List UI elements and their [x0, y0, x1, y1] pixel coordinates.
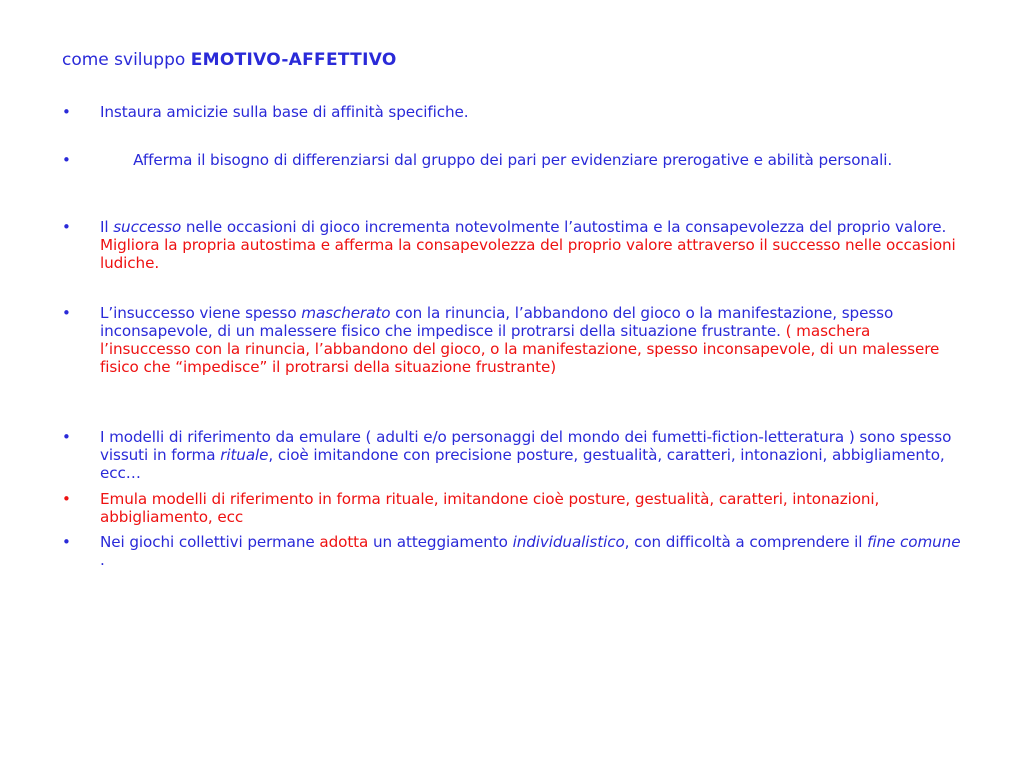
bullet-text-part: Afferma il bisogno di differenziarsi dal gruppo dei pari per evidenziare prerogative e abilità personali.: [100, 151, 893, 169]
bullet-text: [100, 304, 962, 376]
bullet-text-part: I modelli di riferimento da emulare ( adulti e/o personaggi del mondo dei fumetti-fiction-letteratura ) sono spesso vissuti in forma: [100, 428, 952, 464]
bullet-text: [100, 151, 962, 169]
bullet-text-part: successo: [113, 218, 182, 236]
heading-prefix: come sviluppo: [62, 50, 191, 70]
bullet-marker: •: [62, 151, 71, 169]
bullet-text-part: Instaura amicizie sulla base di affinità specifiche.: [100, 103, 469, 121]
bullet-text-part: rituale: [220, 446, 269, 464]
bullet-text: [100, 533, 962, 569]
bullet-text-part-red: ( maschera l’insuccesso con la rinuncia, l’abbandono del gioco, o la manifestazione, spesso inconsapevole, di un malessere fisico che “impedisce” il protrarsi della situazione frustrante): [100, 322, 940, 376]
bullet-marker: •: [62, 533, 71, 551]
bullet-text-part: fine comune: [867, 533, 961, 551]
bullet-marker: •: [62, 103, 71, 121]
bullet-text: [100, 490, 962, 526]
bullet-text-part: , cioè imitandone con precisione posture, gestualità, caratteri, intonazioni, abbigliamento, ecc…: [100, 446, 945, 482]
bullet-marker: •: [62, 490, 71, 508]
bullet-text-part: Il: [100, 218, 114, 236]
bullet-text: [100, 428, 962, 482]
bullet-text-part: individualistico: [512, 533, 625, 551]
bullet-marker: •: [62, 304, 71, 322]
bullet-marker: •: [62, 218, 71, 236]
bullet-text: [100, 218, 962, 272]
bullet-text-part-red: Emula modelli di riferimento in forma rituale, imitandone cioè posture, gestualità, caratteri, intonazioni, abbigliamento, ecc: [100, 490, 880, 526]
heading-emphasis: EMOTIVO-AFFETTIVO: [190, 50, 397, 70]
bullet-text-part: nelle occasioni di gioco incrementa notevolmente l’autostima e la consapevolezza del proprio valore.: [181, 218, 947, 236]
slide-heading: [62, 50, 397, 70]
bullet-text-part: mascherato: [301, 304, 391, 322]
bullet-text-part-red: adotta: [319, 533, 369, 551]
bullet-text-part: .: [100, 551, 105, 569]
bullet-text-part: , con difficoltà a comprendere il: [624, 533, 868, 551]
bullet-marker: •: [62, 428, 71, 446]
bullet-text-part: un atteggiamento: [368, 533, 513, 551]
bullet-text-part: con la rinuncia, l’abbandono del gioco o la manifestazione, spesso inconsapevole, di un malessere fisico che impedisce il protrarsi della situazione frustrante.: [100, 304, 894, 340]
bullet-text: [100, 103, 962, 121]
bullet-text-part: Nei giochi collettivi permane: [100, 533, 320, 551]
bullet-text-part-red: Migliora la propria autostima e afferma la consapevolezza del proprio valore attraverso il successo nelle occasioni ludiche.: [100, 236, 956, 272]
bullet-text-part: L’insuccesso viene spesso: [100, 304, 302, 322]
